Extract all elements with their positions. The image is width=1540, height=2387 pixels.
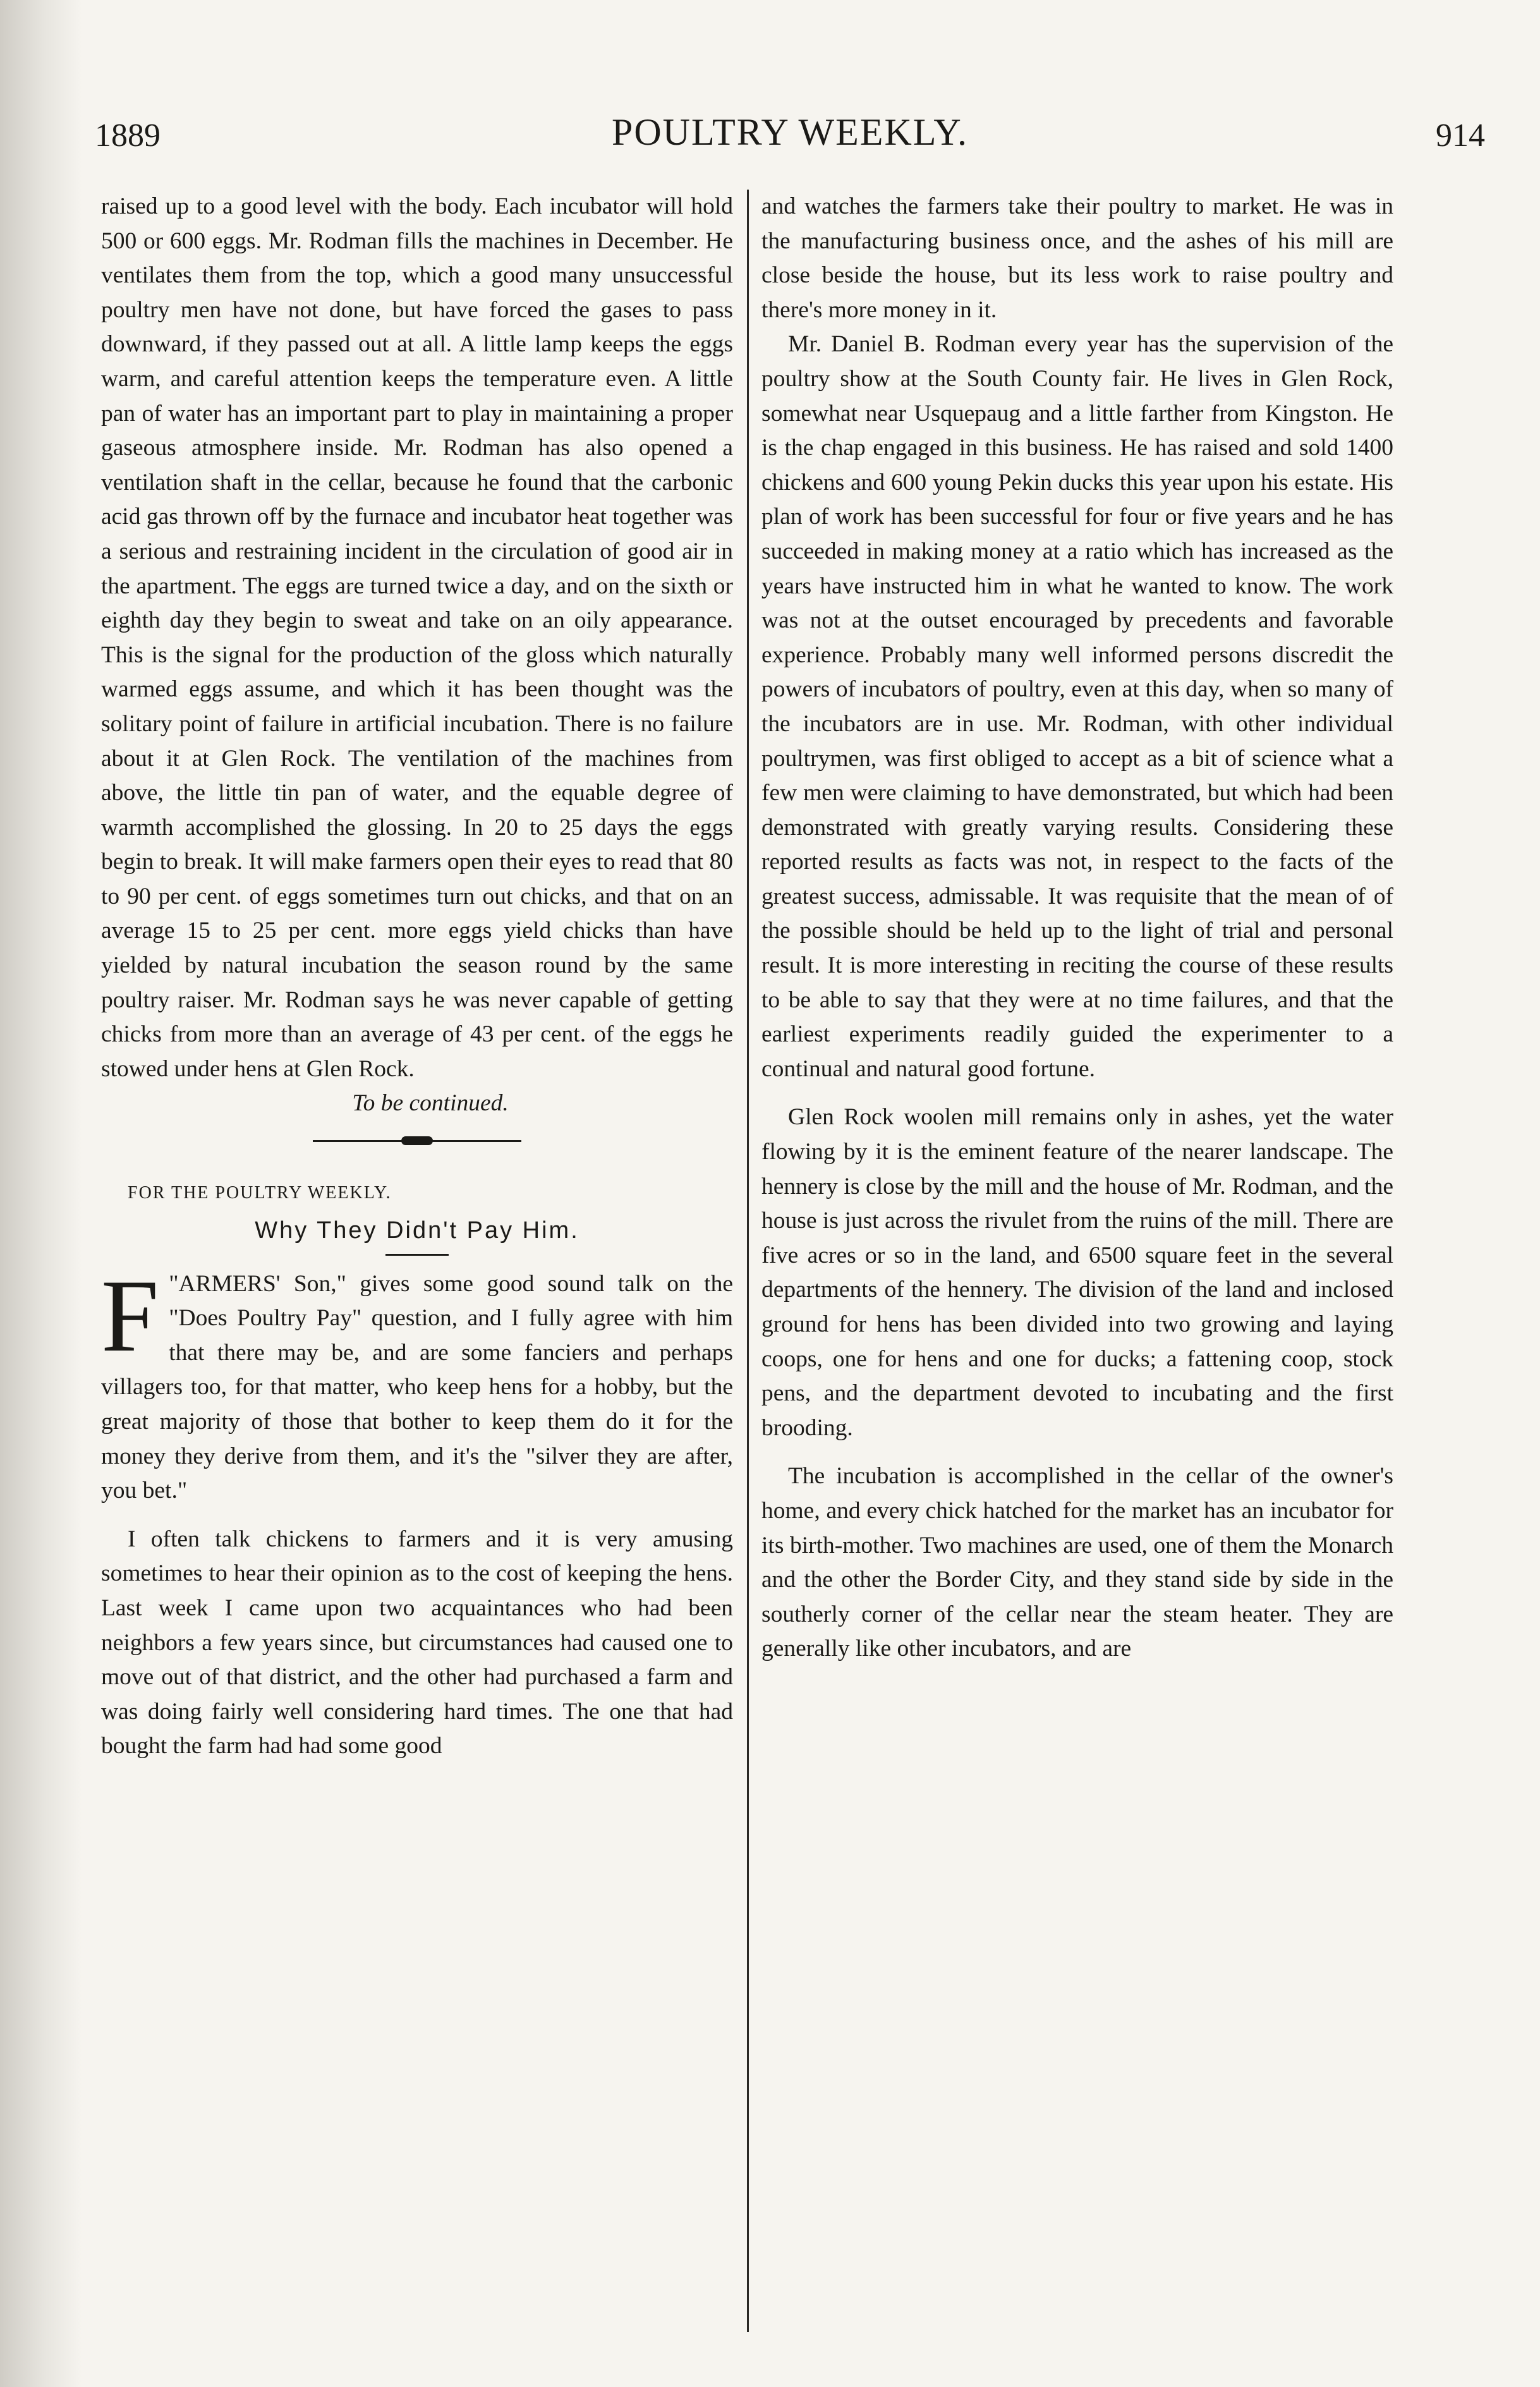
- article-paragraph: Mr. Daniel B. Rodman every year has the supervision of the poultry show at the South County fair. He lives in Glen Rock, somewhat near Usquepaug and a little farther from Kingston. He is the chap engaged in this business. He has raised and sold 1400 chickens and 600 young Pekin ducks this year upon his estate. His plan of work has been successful for four or five years and he has succeeded in making money at a ratio which has increased as the years have instructed him in what he wanted to know. The work was not at the outset encouraged by precedents and favorable experience. Probably many well informed persons discredit the powers of incubators of poultry, even at this day, when so many of the incubators are in use. Mr. Rodman, with other individual poultrymen, was first obliged to accept as a bit of science what a few men were claiming to have demonstrated, but which had been demonstrated with greatly varying results. Considering these reported results as facts was not, in respect to the facts of the greatest success, admissable. It was requisite that the mean of of the possible should be held up to the light of trial and personal result. It is more interesting in reciting the course of these results to be able to say that they were at no time failures, and that the earliest experiments readily guided the experimenter to a continual and natural good fortune.: [761, 331, 1393, 1082]
- byline: FOR THE POULTRY WEEKLY.: [128, 1183, 392, 1203]
- drop-cap: F: [101, 1258, 159, 1373]
- article-paragraph: The incubation is accomplished in the cellar of the owner's home, and every chick hatched for the market has an incubator for its birth-mother. Two machines are used, one of them the Monarch and the other the Border City, and they stand side by side in the southerly corner of the cellar near the steam heater. They are generally like other incubators, and are: [761, 1463, 1393, 1662]
- header-year: 1889: [95, 118, 161, 154]
- article-paragraph: raised up to a good level with the body. Each incubator will hold 500 or 600 eggs. Mr. Rodman fills the machines in December. He ventilates them from the top, which a good many unsuccessful poultry men have not done, but have forced the gases to pass downward, if they passed out at all. A little lamp keeps the eggs warm, and careful attention keeps the temperature even. A little pan of water has an important part to play in maintaining a proper gaseous atmosphere inside. Mr. Rodman has also opened a ventilation shaft in the cellar, because he found that the carbonic acid gas thrown off by the furnace and incubator heat together was a serious and restraining incident in the circulation of good air in the apartment. The eggs are turned twice a day, and on the sixth or eighth day they begin to sweat and take on an oily appearance. This is the signal for the production of the gloss which naturally warmed eggs assume, and which it has been thought was the solitary point of failure in artificial incubation. There is no failure about it at Glen Rock. The ventilation of the machines from above, the little tin pan of water, and the equable degree of warmth accomplished the glossing. In 20 to 25 days the eggs begin to break. It will make farmers open their eyes to read that 80 to 90 per cent. of eggs sometimes turn out chicks, and that on an average 15 to 25 per cent. more eggs yield chicks than have yielded by natural incubation the season round by the same poultry raiser. Mr. Rodman says he was never capable of getting chicks from more than an average of 43 per cent. of the eggs he stowed under hens at Glen Rock.: [101, 193, 733, 1082]
- right-column: [761, 190, 1393, 2351]
- article-paragraph: [101, 1258, 733, 1509]
- article-paragraph: I often talk chickens to farmers and it is very amusing sometimes to hear their opinion as to the cost of keeping the hens. Last week I came upon two acquaintances who had been neighbors a few years since, but circumstances had caused one to move out of that district, and the other had purchased a farm and was doing fairly well considering hard times. The one that had bought the farm had had some good: [101, 1526, 733, 1759]
- column-divider: [747, 190, 749, 2332]
- paragraph-text: "ARMERS' Son," gives some good sound talk on the "Does Poultry Pay" question, and I fully agree with him that there may be, and are some fanciers and perhaps villagers too, for that matter, who keep hens for a hobby, but the great majority of those that bother to keep them do it for the money they derive from them, and it's the "silver they are after, you bet.": [101, 1270, 733, 1504]
- page-header: [95, 111, 1485, 167]
- left-column: [101, 190, 733, 2351]
- title-rule: [385, 1254, 449, 1256]
- ornamental-rule: [313, 1140, 521, 1155]
- article-paragraph: and watches the farmers take their poultry to market. He was in the manufacturing business once, and the ashes of his mill are close beside the house, but its less work to raise poultry and there's more money in it.: [761, 193, 1393, 323]
- article-paragraph: Glen Rock woolen mill remains only in ashes, yet the water flowing by it is the eminent feature of the nearer landscape. The hennery is close by the mill and the house of Mr. Rodman, and the house is just across the rivulet from the ruins of the mill. There are five acres or so in the land, and 6500 square feet in the several departments of the hennery. The division of the land and inclosed ground for hens has been divided into two growing and laying coops, one for hens and one for ducks; a fattening coop, stock pens, and the department devoted to incubating and the first brooding.: [761, 1104, 1393, 1441]
- page-edge-shadow: [0, 0, 82, 2387]
- page-number: 914: [1436, 118, 1485, 154]
- article-title: Why They Didn't Pay Him.: [255, 1217, 579, 1244]
- masthead-title: POULTRY WEEKLY.: [611, 111, 969, 153]
- to-be-continued: To be continued.: [352, 1090, 509, 1117]
